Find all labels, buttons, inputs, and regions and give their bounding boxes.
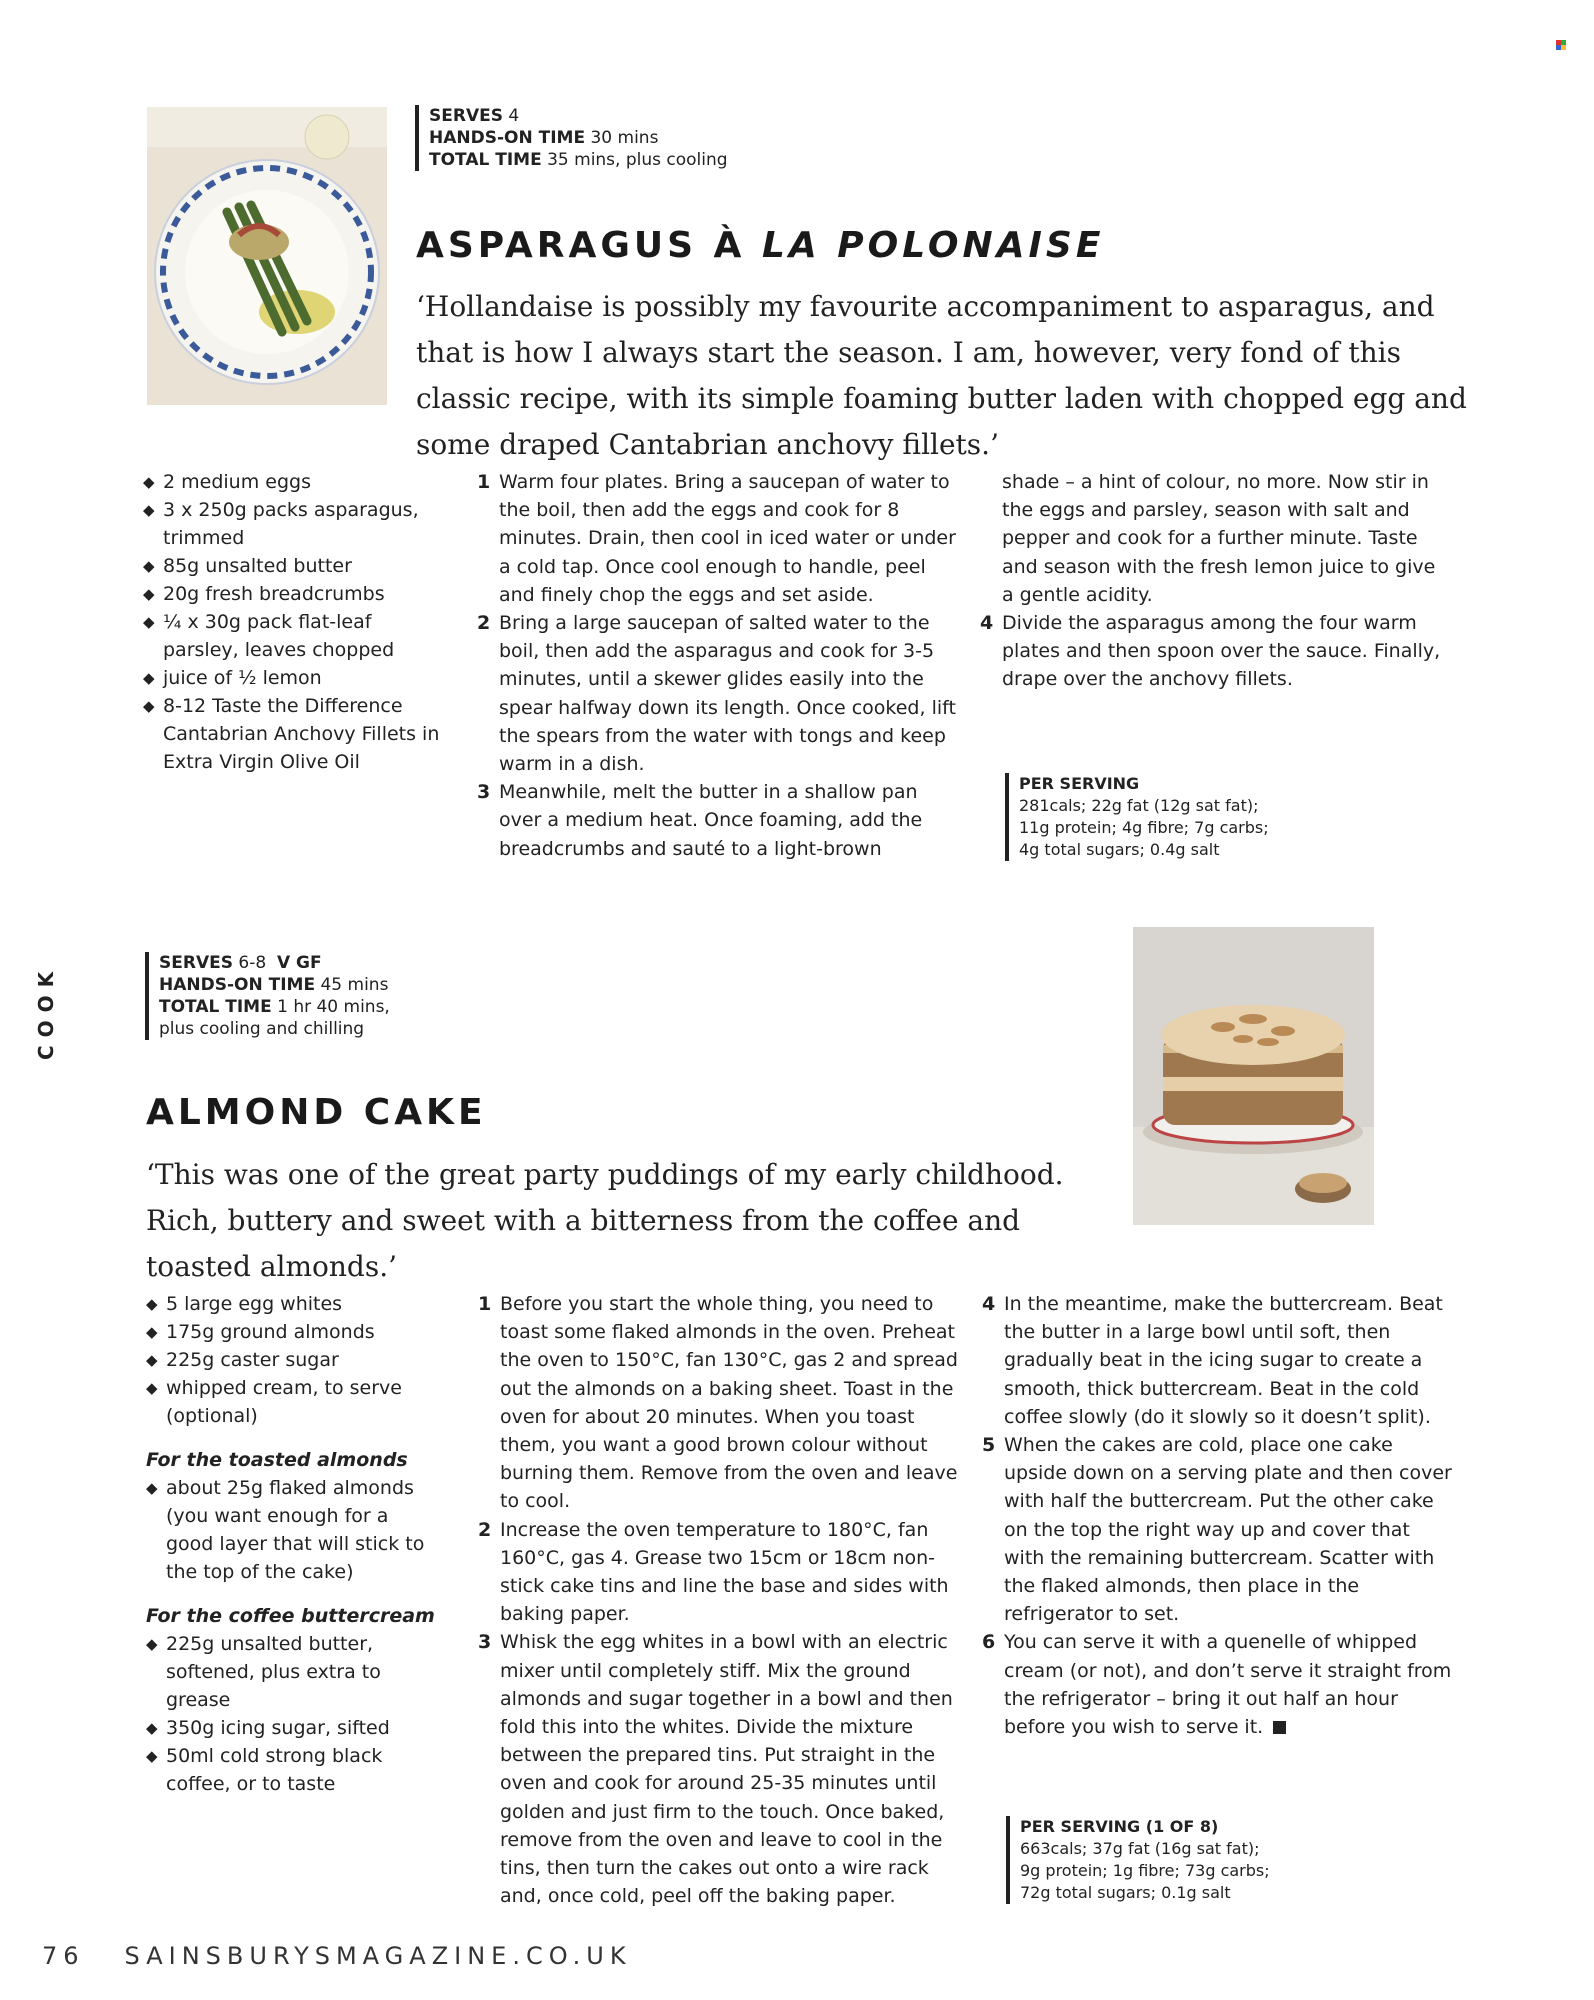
nutrition-heading: PER SERVING [1019, 774, 1140, 793]
method-step [478, 1290, 960, 1516]
step-text: You can serve it with a quenelle of whipped cream (or not), and don’t serve it straight from the refrigerator – bring it out half an hour before you wish to serve it. [1004, 1631, 1452, 1739]
footer-url[interactable]: SAINSBURYSMAGAZINE.CO.UK [124, 1942, 632, 1970]
step-number: 1 [478, 1293, 492, 1315]
ingredient-item: ◆ juice of ½ lemon [143, 664, 443, 692]
step-number: 1 [477, 471, 491, 493]
method-step [982, 1628, 1452, 1741]
ingredient-item: ◆ 350g icing sugar, sifted [146, 1714, 436, 1742]
step-text: When the cakes are cold, place one cake upside down on a serving plate and then cover with half the buttercream. Put the other cake on the top the right way up and cover that with the remaining buttercream. Scatter with the flaked almonds, then place in the refrigerator to set. [1004, 1434, 1452, 1626]
method-step-continuation [980, 468, 1450, 609]
handson-label: HANDS-ON TIME [159, 975, 316, 995]
nutrition-line: 72g total sugars; 0.1g salt [1020, 1883, 1231, 1902]
serves-value: 4 [508, 106, 520, 126]
recipe1-method-col2 [477, 468, 957, 863]
step-number: 2 [478, 1518, 492, 1541]
total-value: 35 mins, plus cooling [547, 150, 728, 170]
logo-icon [1556, 40, 1566, 50]
almond-cake-photo [1133, 927, 1374, 1225]
step-text: Warm four plates. Bring a saucepan of water to the boil, then add the eggs and cook for 8 minutes. Drain, then cool in iced water or under a cold tap. Once cool enough to handle, peel and finely chop the eggs and set aside. [499, 471, 956, 606]
ingredient-subheading: For the coffee buttercream [146, 1605, 435, 1627]
recipe2-method-col2 [478, 1290, 960, 1910]
recipe1-nutrition [1005, 773, 1269, 861]
step-text: Whisk the egg whites in a bowl with an electric mixer until completely stiff. Mix the ground almonds and sugar together in a bowl and then fold this into the whites. Divide the mixture between the prepared tins. Put straight in the oven and cook for around 25-35 minutes until golden and just firm to the touch. Once baked, remove from the oven and leave to cool in the tins, then turn the cakes out onto a wire rack and, once cold, peel off the baking paper. [500, 1631, 953, 1908]
recipe1-title-part1: ASPARAGUS À [416, 225, 762, 266]
ingredient-item: ◆ 85g unsalted butter [143, 552, 443, 580]
nutrition-line: 663cals; 37g fat (16g sat fat); [1020, 1839, 1260, 1858]
ingredient-item: ◆ 175g ground almonds [146, 1318, 436, 1346]
diet-badge: V GF [276, 953, 322, 973]
ingredient-item: ◆ 225g unsalted butter, softened, plus extra to grease [146, 1630, 436, 1714]
step-number: 4 [982, 1293, 996, 1315]
step-number: 6 [982, 1631, 996, 1654]
method-step [478, 1628, 960, 1910]
recipe1-title-part2: LA POLONAISE [761, 225, 1105, 266]
nutrition-heading: PER SERVING (1 OF 8) [1020, 1817, 1219, 1836]
ingredient-item: ◆ 8-12 Taste the Difference Cantabrian Anchovy Fillets in Extra Virgin Olive Oil [143, 692, 443, 776]
recipe2-nutrition [1006, 1816, 1270, 1904]
recipe1-method-col3 [980, 468, 1450, 694]
total-value-extra: plus cooling and chilling [159, 1019, 365, 1039]
step-number: 3 [477, 781, 491, 804]
step-number: 3 [478, 1631, 492, 1654]
nutrition-line: 4g total sugars; 0.4g salt [1019, 840, 1220, 859]
total-label: TOTAL TIME [159, 997, 272, 1017]
ingredient-item: ◆ 50ml cold strong black coffee, or to taste [146, 1742, 436, 1798]
method-step [478, 1516, 960, 1629]
recipe2-ingredients [146, 1290, 436, 1798]
serves-label: SERVES [159, 953, 233, 973]
method-step [477, 468, 957, 609]
step-text: shade – a hint of colour, no more. Now stir in the eggs and parsley, season with salt and pepper and cook for a further minute. Taste and season with the fresh lemon juice to give a gentle acidity. [1002, 471, 1436, 606]
step-number: 2 [477, 612, 491, 635]
page-footer [42, 1942, 632, 1970]
nutrition-line: 9g protein; 1g fibre; 73g carbs; [1020, 1861, 1270, 1880]
step-number: 5 [982, 1434, 996, 1457]
section-label [20, 940, 90, 1060]
total-value: 1 hr 40 mins, [277, 997, 390, 1017]
recipe1-ingredients [143, 468, 443, 776]
serves-value: 6-8 [238, 953, 267, 973]
ingredient-item: ◆ whipped cream, to serve (optional) [146, 1374, 436, 1430]
method-step [477, 609, 957, 778]
recipe2-quote: ‘This was one of the great party puddings of my early childhood. Rich, buttery and sweet with a bitterness from the coffee and toasted almonds.’ [146, 1158, 1064, 1283]
recipe1-title [416, 225, 1104, 266]
section-label-text: COOK [34, 963, 58, 1060]
page-number: 76 [42, 1942, 85, 1970]
step-text: Bring a large saucepan of salted water to the boil, then add the asparagus and cook for 3-5 minutes, until a skewer glides easily into the spear halfway down its length. Once cooked, lift the spears from the water with tongs and keep warm in a dish. [499, 612, 956, 776]
ingredient-item: ◆ 3 x 250g packs asparagus, trimmed [143, 496, 443, 552]
ingredient-item: ◆ 225g caster sugar [146, 1346, 436, 1374]
method-step [980, 609, 1450, 694]
recipe2-meta [145, 952, 390, 1040]
step-text: Increase the oven temperature to 180°C, fan 160°C, gas 4. Grease two 15cm or 18cm non-stick cake tins and line the base and sides with baking paper. [500, 1518, 949, 1626]
ingredient-item: ◆ ¼ x 30g pack flat-leaf parsley, leaves chopped [143, 608, 443, 664]
recipe1-meta [415, 105, 728, 171]
serves-label: SERVES [429, 106, 503, 126]
nutrition-line: 11g protein; 4g fibre; 7g carbs; [1019, 818, 1269, 837]
step-text: Meanwhile, melt the butter in a shallow pan over a medium heat. Once foaming, add the breadcrumbs and sauté to a light-brown [499, 781, 923, 860]
method-step [477, 778, 957, 863]
recipe2-method-col3 [982, 1290, 1452, 1741]
handson-label: HANDS-ON TIME [429, 128, 586, 148]
end-mark-icon [1273, 1721, 1286, 1734]
nutrition-line: 281cals; 22g fat (12g sat fat); [1019, 796, 1259, 815]
total-label: TOTAL TIME [429, 150, 542, 170]
handson-value: 30 mins [590, 128, 659, 148]
ingredient-item: ◆ about 25g flaked almonds (you want enough for a good layer that will stick to the top of the cake) [146, 1474, 436, 1586]
step-text: Before you start the whole thing, you need to toast some flaked almonds in the oven. Preheat the oven to 150°C, fan 130°C, gas 2 and spread out the almonds on a baking sheet. Toast in the oven for about 20 minutes. When you toast them, you want a good brown colour without burning them. Remove from the oven and leave to cool. [500, 1293, 958, 1513]
asparagus-photo [147, 107, 387, 405]
ingredient-item: ◆ 2 medium eggs [143, 468, 443, 496]
handson-value: 45 mins [320, 975, 389, 995]
step-text: In the meantime, make the buttercream. Beat the butter in a large bowl until soft, then gradually beat in the icing sugar to create a smooth, thick buttercream. Beat in the cold coffee slowly (do it slowly so it doesn’t split). [1004, 1293, 1443, 1428]
method-step [982, 1290, 1452, 1431]
ingredient-subheading: For the toasted almonds [146, 1449, 408, 1471]
step-text: Divide the asparagus among the four warm plates and then spoon over the sauce. Finally, drape over the anchovy fillets. [1002, 612, 1441, 691]
ingredient-item: ◆ 5 large egg whites [146, 1290, 436, 1318]
step-number: 4 [980, 612, 994, 635]
recipe1-quote: ‘Hollandaise is possibly my favourite accompaniment to asparagus, and that is how I always start the season. I am, however, very fond of this classic recipe, with its simple foaming butter laden with chopped egg and some draped Cantabrian anchovy fillets.’ [416, 290, 1467, 461]
ingredient-item: ◆ 20g fresh breadcrumbs [143, 580, 443, 608]
recipe2-title: ALMOND CAKE [146, 1092, 487, 1133]
method-step [982, 1431, 1452, 1628]
